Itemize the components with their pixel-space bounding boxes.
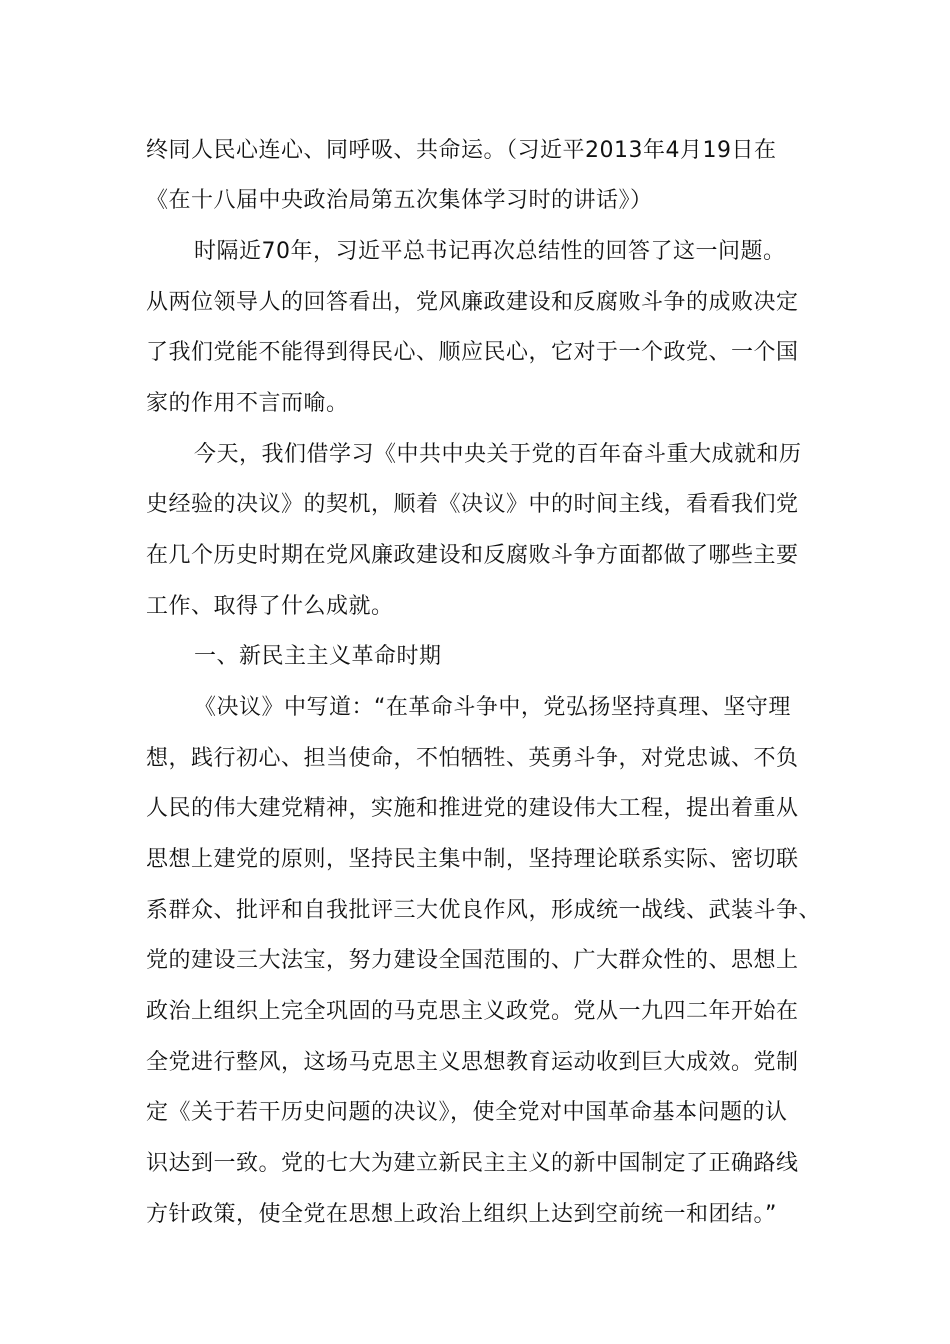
paragraph-line: 时隔近70年，习近平总书记再次总结性的回答了这一问题。	[194, 239, 786, 264]
text-line: 党的建设三大法宝，努力建设全国范围的、广大群众性的、思想上	[146, 948, 799, 973]
text-line: 方针政策，使全党在思想上政治上组织上达到空前统一和团结。”	[146, 1202, 777, 1227]
text-line: 定《关于若干历史问题的决议》，使全党对中国革命基本问题的认	[146, 1100, 788, 1125]
text-line: 终同人民心连心、同呼吸、共命运。（习近平2013年4月19日在	[146, 138, 777, 163]
text-line: 识达到一致。党的七大为建立新民主主义的新中国制定了正确路线	[146, 1151, 799, 1176]
text-line: 从两位领导人的回答看出，党风廉政建设和反腐败斗争的成败决定	[146, 290, 799, 315]
text-line: 全党进行整风，这场马克思主义思想教育运动收到巨大成效。党制	[146, 1050, 799, 1075]
paragraph-line: 今天，我们借学习《中共中央关于党的百年奋斗重大成就和历	[194, 442, 802, 467]
text-line: 思想上建党的原则，坚持民主集中制，坚持理论联系实际、密切联	[146, 847, 799, 872]
text-line: 了我们党能不能得到得民心、顺应民心，它对于一个政党、一个国	[146, 340, 799, 365]
section-heading: 一、新民主主义革命时期	[194, 644, 442, 669]
text-line: 人民的伟大建党精神，实施和推进党的建设伟大工程，提出着重从	[146, 796, 799, 821]
text-line: 《在十八届中央政治局第五次集体学习时的讲话》）	[146, 188, 653, 213]
text-line: 史经验的决议》的契机，顺着《决议》中的时间主线，看看我们党	[146, 492, 799, 517]
text-line: 系群众、批评和自我批评三大优良作风，形成统一战线、武装斗争、	[146, 898, 822, 923]
text-line: 政治上组织上完全巩固的马克思主义政党。党从一九四二年开始在	[146, 999, 799, 1024]
text-line: 家的作用不言而喻。	[146, 391, 349, 416]
paragraph-line: 《决议》中写道：“在革命斗争中，党弘扬坚持真理、坚守理	[194, 695, 791, 720]
text-line: 想，践行初心、担当使命，不怕牺牲、英勇斗争，对党忠诚、不负	[146, 746, 799, 771]
text-line: 工作、取得了什么成就。	[146, 594, 394, 619]
text-line: 在几个历史时期在党风廉政建设和反腐败斗争方面都做了哪些主要	[146, 543, 799, 568]
